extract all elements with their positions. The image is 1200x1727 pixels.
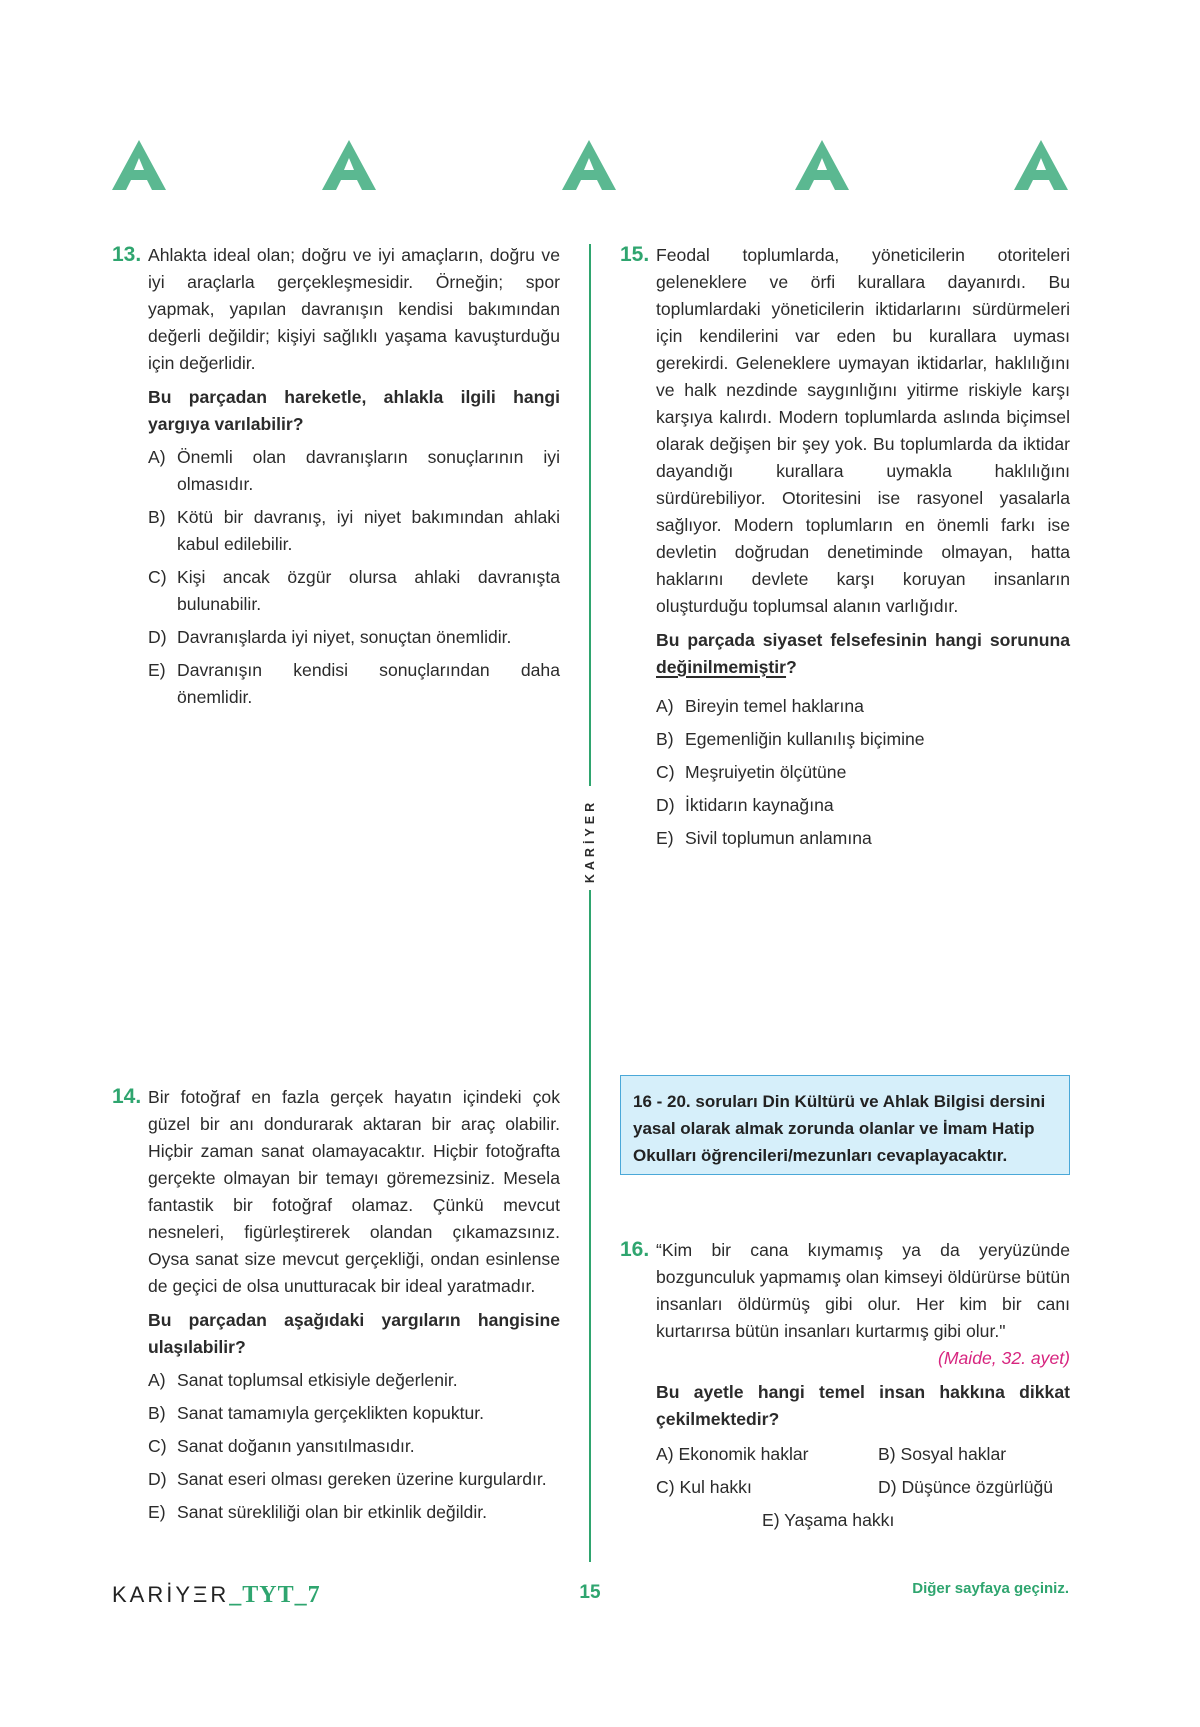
question-stem: Bu parçadan aşağıdaki yargıların hangisine ulaşılabilir? xyxy=(148,1310,560,1357)
option-text: Bireyin temel haklarına xyxy=(685,696,864,716)
notice-box: 16 - 20. soruları Din Kültürü ve Ahlak Bilgisi dersini yasal olarak almak zorunda olanlar ve İmam Hatip Okulları öğrencileri/mezunları cevaplayacaktır. xyxy=(620,1075,1070,1175)
option-letter: E) xyxy=(148,1502,166,1522)
option-letter: C) xyxy=(148,1436,167,1456)
answer-option-b[interactable] xyxy=(148,504,560,558)
option-letter: E) xyxy=(762,1510,780,1530)
option-letter: E) xyxy=(656,828,674,848)
option-letter: D) xyxy=(656,795,675,815)
column-divider xyxy=(589,890,591,1562)
booklet-mark-a xyxy=(1012,138,1070,192)
booklet-mark-a xyxy=(560,138,618,192)
option-text: Davranışın kendisi sonuçlarından daha önemlidir. xyxy=(177,660,560,707)
answer-option-e[interactable] xyxy=(656,825,1070,852)
answer-option-d[interactable] xyxy=(148,1466,560,1493)
brand-logo-e: Ξ xyxy=(193,1582,211,1607)
brand-name: KARİY xyxy=(112,1582,194,1607)
option-letter: C) xyxy=(656,1477,675,1497)
option-text: Önemli olan davranışların sonuçlarının iyi olmasıdır. xyxy=(177,447,560,494)
option-text: Meşruiyetin ölçütüne xyxy=(685,762,847,782)
option-letter: B) xyxy=(148,1403,166,1423)
side-brand xyxy=(581,796,599,886)
option-letter: D) xyxy=(148,1469,167,1489)
question-passage: “Kim bir cana kıymamış ya da yeryüzünde bozgunculuk yapmamış olan kimseyi öldürürse bütün insanları öldürmüş gibi olur. Her kim bir canı kurtarırsa bütün insanları kurtarmış gibi olur." xyxy=(656,1240,1070,1341)
answer-option-c[interactable] xyxy=(656,759,1070,786)
stem-text: ? xyxy=(786,657,797,677)
option-letter: D) xyxy=(148,627,167,647)
option-text: Egemenliğin kullanılış biçimine xyxy=(685,729,925,749)
answer-options xyxy=(148,444,560,711)
answer-option-e[interactable] xyxy=(656,1507,1078,1534)
booklet-mark-a xyxy=(320,138,378,192)
answer-options xyxy=(656,1441,1070,1534)
question-stem xyxy=(656,627,1070,681)
answer-option-d[interactable] xyxy=(148,624,560,651)
question-stem: Bu ayetle hangi temel insan hakkına dikkat çekilmektedir? xyxy=(656,1382,1070,1429)
answer-option-e[interactable] xyxy=(148,657,560,711)
answer-option-b[interactable] xyxy=(148,1400,560,1427)
question-number: 13. xyxy=(112,243,142,266)
question-stem: Bu parçadan hareketle, ahlakla ilgili hangi yargıya varılabilir? xyxy=(148,387,560,434)
question-13 xyxy=(112,242,560,717)
option-letter: D) xyxy=(878,1477,897,1497)
question-14 xyxy=(112,1084,560,1532)
column-divider xyxy=(589,244,591,786)
footer-brand xyxy=(112,1582,321,1609)
answer-options xyxy=(148,1367,560,1526)
answer-option-e[interactable] xyxy=(148,1499,560,1526)
answer-option-c[interactable] xyxy=(148,564,560,618)
option-letter: B) xyxy=(148,507,166,527)
page-number: 15 xyxy=(579,1582,601,1603)
option-letter: A) xyxy=(656,1444,674,1464)
option-text: Kul hakkı xyxy=(679,1477,752,1497)
stem-text: Bu parçada siyaset felsefesinin hangi sorununa xyxy=(656,630,1070,650)
question-16 xyxy=(620,1237,1070,1534)
option-text: Sivil toplumun anlamına xyxy=(685,828,872,848)
option-text: Davranışlarda iyi niyet, sonuçtan önemlidir. xyxy=(177,627,512,647)
answer-option-a[interactable] xyxy=(148,1367,560,1394)
answer-option-d[interactable] xyxy=(656,792,1070,819)
option-letter: B) xyxy=(656,729,674,749)
option-text: Sosyal haklar xyxy=(900,1444,1007,1464)
edition-label: _TYT_7 xyxy=(229,1582,321,1608)
question-15 xyxy=(620,242,1070,858)
option-letter: E) xyxy=(148,660,166,680)
answer-option-a[interactable] xyxy=(656,693,1070,720)
citation: (Maide, 32. ayet) xyxy=(937,1348,1070,1368)
option-text: Sanat tamamıyla gerçeklikten kopuktur. xyxy=(177,1403,485,1423)
option-text: Kötü bir davranış, iyi niyet bakımından ahlaki kabul edilebilir. xyxy=(177,507,560,554)
side-brand-text: KARİYER xyxy=(583,798,597,884)
option-text: Yaşama hakkı xyxy=(784,1510,895,1530)
option-letter: A) xyxy=(656,696,674,716)
answer-option-a[interactable] xyxy=(148,444,560,498)
booklet-mark-a xyxy=(793,138,851,192)
brand-name: R xyxy=(210,1582,230,1607)
answer-option-a[interactable] xyxy=(656,1441,878,1468)
option-text: Sanat doğanın yansıtılmasıdır. xyxy=(177,1436,415,1456)
next-page-note: Diğer sayfaya geçiniz. xyxy=(912,1580,1069,1597)
option-letter: B) xyxy=(878,1444,896,1464)
booklet-mark-a xyxy=(110,138,168,192)
answer-options xyxy=(656,693,1070,852)
question-passage: Feodal toplumlarda, yöneticilerin otoriteleri geleneklere ve örfi kurallara dayanırdı. Bu toplumlardaki yöneticilerin iktidarlarını sürdürmeleri için kendilerini var eden bu kurallara uyması gerekirdi. Geleneklere uymayan iktidarlar, haklılığını ve halk nezdinde saygınlığını yitirme riskiyle karşı karşıya kalırdı. Modern toplumlarda aslında biçimsel olarak değişen bir şey yok. Bu toplumlarda da iktidar dayandığı kurallara uymakla haklılığını sürdürebiliyor. Otoritesini ise rasyonel yasalarla sağlıyor. Modern toplumların en önemli farkı ise devletin doğrudan denetiminde olmayan, hatta haklarını devlete karşı koruyan insanların oluşturduğu toplumsal alanın varlığıdır. xyxy=(656,245,1070,616)
answer-option-c[interactable] xyxy=(656,1474,878,1501)
stem-underlined-text: değinilmemiştir xyxy=(656,657,787,677)
option-text: Düşünce özgürlüğü xyxy=(901,1477,1054,1497)
option-text: Ekonomik haklar xyxy=(678,1444,809,1464)
answer-option-d[interactable] xyxy=(878,1474,1078,1501)
question-passage: Ahlakta ideal olan; doğru ve iyi amaçların, doğru ve iyi araçlarla gerçekleşmesidir. Örneğin; spor yapmak, yapılan davranışın kendisi bakımından değerli değildir; kişiyi sağlıklı yaşama kavuşturduğu için değerlidir. xyxy=(148,245,560,373)
option-text: Kişi ancak özgür olursa ahlaki davranışta bulunabilir. xyxy=(177,567,560,614)
option-text: İktidarın kaynağına xyxy=(685,795,834,815)
answer-option-b[interactable] xyxy=(878,1441,1078,1468)
booklet-marks xyxy=(0,138,1200,198)
answer-option-b[interactable] xyxy=(656,726,1070,753)
option-letter: C) xyxy=(148,567,167,587)
option-text: Sanat toplumsal etkisiyle değerlenir. xyxy=(177,1370,458,1390)
question-number: 14. xyxy=(112,1085,142,1108)
answer-option-c[interactable] xyxy=(148,1433,560,1460)
question-number: 16. xyxy=(620,1238,650,1261)
option-letter: A) xyxy=(148,447,166,467)
option-text: Sanat eseri olması gereken üzerine kurgulardır. xyxy=(177,1469,547,1489)
option-text: Sanat sürekliliği olan bir etkinlik değildir. xyxy=(177,1502,488,1522)
option-letter: A) xyxy=(148,1370,166,1390)
question-number: 15. xyxy=(620,243,650,266)
option-letter: C) xyxy=(656,762,675,782)
question-passage: Bir fotoğraf en fazla gerçek hayatın içindeki çok güzel bir anı dondurarak aktaran bir araç olabilir. Hiçbir zaman sanat olamayacaktır. Hiçbir fotoğrafta gerçekte olmayan bir temayı göremezsiniz. Mesela fantastik bir fotoğraf olamaz. Çünkü mevcut nesneleri, figürleştirerek olandan çıkamazsınız. Oysa sanat size mevcut gerçekliği, ondan esinlense de geçici de olsa unutturacak bir ideal yaratmadır. xyxy=(148,1087,560,1296)
